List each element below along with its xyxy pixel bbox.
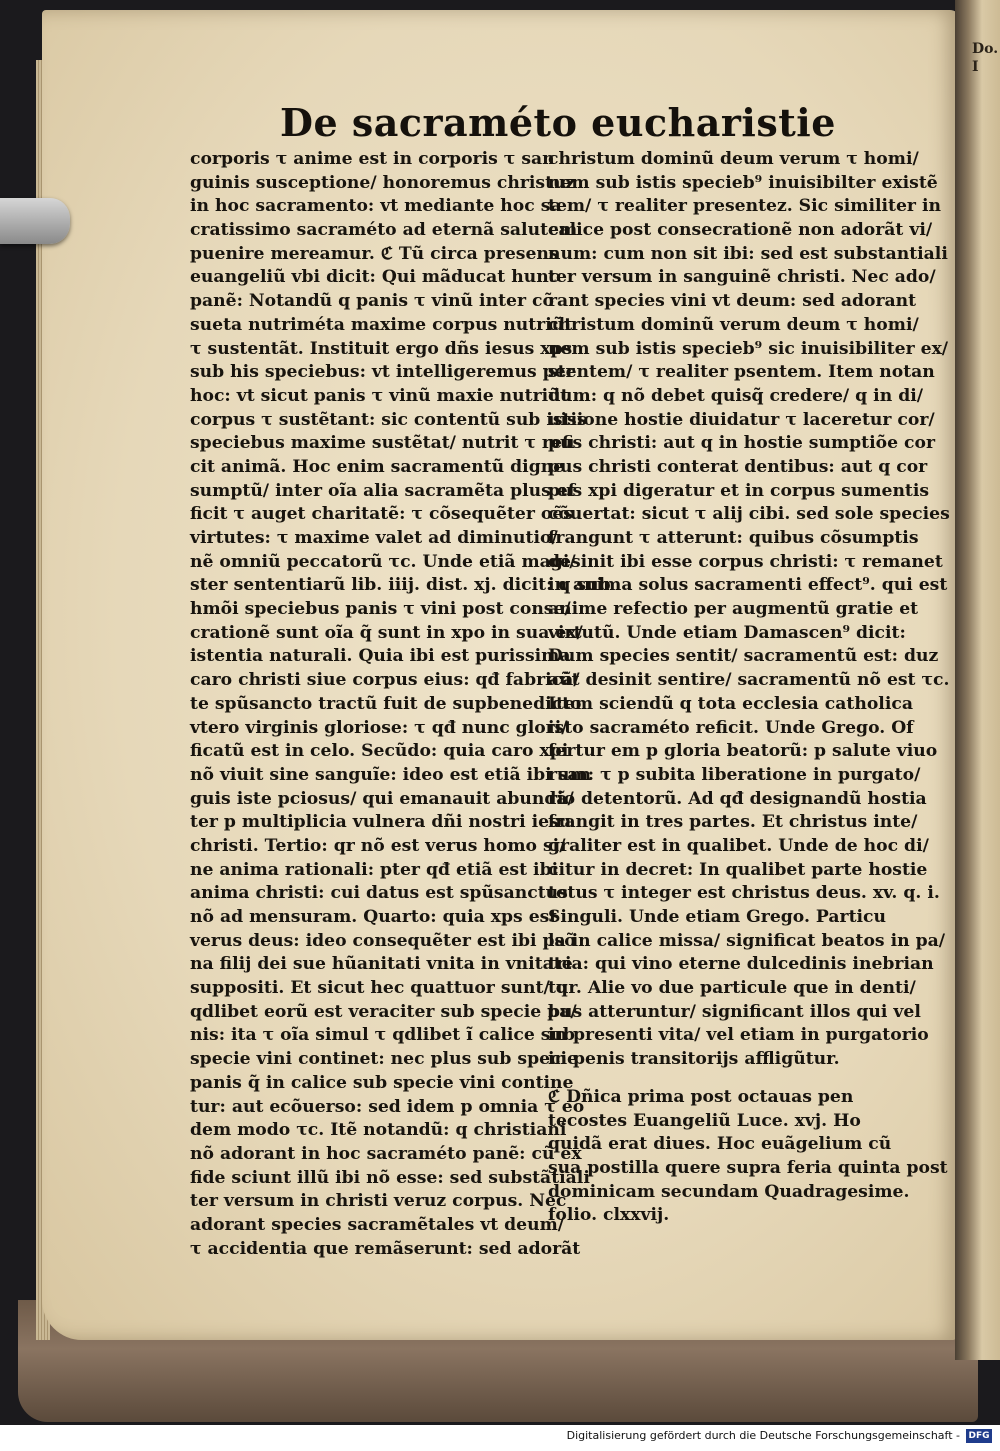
text-line: christum dominũ verum deum τ homi/ bbox=[548, 314, 919, 335]
text-line: rum: τ p subita liberatione in purgato/ bbox=[548, 764, 921, 785]
text-line: nem sub istis specieb⁹ inuisibilter existẽ bbox=[548, 172, 938, 193]
text-line: speciebus maxime sustẽtat/ nutrit τ refi bbox=[190, 433, 575, 454]
text-line: nẽ omniũ peccatorũ τc. Unde etiã magi/ bbox=[190, 551, 576, 572]
paragraph-gap bbox=[548, 1072, 913, 1086]
text-line: stentem/ τ realiter psentem. Item notan bbox=[548, 362, 935, 383]
text-line: ficit τ auget charitatẽ: τ cõsequẽter oẽs bbox=[190, 504, 573, 525]
text-line: ne anima rationali: pter qđ etiã est ibi bbox=[190, 859, 559, 880]
text-line: hoc: vt sicut panis τ vinũ maxie nutriũt bbox=[190, 385, 569, 406]
dfg-logo-icon: DFG bbox=[966, 1429, 992, 1443]
text-line: vtero virginis gloriose: τ qđ nunc glori/ bbox=[190, 717, 568, 738]
text-line: ter p multiplicia vulnera dñi nostri iesu bbox=[190, 812, 572, 833]
text-line: euangeliũ vbi dicit: Qui mãducat hunc bbox=[190, 267, 560, 288]
text-line: istentia naturali. Quia ibi est purissima bbox=[190, 646, 571, 667]
text-line: τ accidentia que remãserunt: sed adorãt bbox=[190, 1238, 581, 1259]
text-line: pus xpi digeratur et in corpus sumentis bbox=[548, 480, 930, 501]
text-line: in presenti vita/ vel etiam in purgatorio bbox=[548, 1025, 929, 1046]
text-line: panis q̃ in calice sub specie vini contine bbox=[190, 1072, 574, 1093]
text-line: ficatũ est in celo. Secũdo: quia caro xpi bbox=[190, 741, 569, 762]
text-line: bus atteruntur/ significant illos qui vel bbox=[548, 1001, 921, 1022]
text-line: Singuli. Unde etiam Grego. Particu bbox=[548, 907, 887, 927]
text-line: calice post consecrationẽ non adorãt vi/ bbox=[548, 220, 933, 241]
text-line: sueta nutriméta maxime corpus nutriũt bbox=[190, 314, 573, 335]
text-line: nõ adorant in hoc sacraméto panẽ: cũ ex bbox=[190, 1143, 582, 1164]
text-line: te spũsancto tractũ fuit de supbenedicto bbox=[190, 693, 582, 714]
text-column-right bbox=[548, 148, 950, 1228]
text-line: specie vini continet: nec plus sub specie bbox=[190, 1049, 578, 1070]
text-line: fide sciunt illũ ibi nõ esse: sed substãtiali bbox=[190, 1167, 590, 1188]
text-line: virtutes: τ maxime valet ad diminutio/ bbox=[190, 528, 558, 548]
text-line: tur. Alie vo due particule que in denti/ bbox=[548, 978, 916, 999]
text-line: anima christi: cui datus est spũsanctus bbox=[190, 883, 568, 904]
text-line: Item sciendũ q tota ecclesia catholica bbox=[548, 693, 913, 714]
text-line: quidã erat diues. Hoc euãgelium cũ bbox=[548, 1134, 892, 1155]
text-line: totus τ integer est christus deus. xv. q. i. bbox=[548, 883, 940, 904]
facing-page-fragment: Do. I bbox=[972, 41, 999, 75]
page-title: De sacraméto eucharistie bbox=[280, 100, 836, 145]
text-line: folio. clxxvij. bbox=[548, 1205, 670, 1226]
text-line: in penis transitorijs affligũtur. bbox=[548, 1049, 840, 1070]
text-line: nõ ad mensuram. Quarto: quia xps est bbox=[190, 907, 558, 927]
text-line: sub his speciebus: vt intelligeremus per bbox=[190, 362, 575, 383]
text-line: ster sententiarũ lib. iiij. dist. xj. dicit: q sub bbox=[190, 575, 611, 596]
text-line: frangit in tres partes. Et christus inte/ bbox=[548, 812, 918, 833]
text-line: nem sub istis specieb⁹ sic inuisibiliter ex/ bbox=[548, 338, 949, 359]
text-line: pus christi: aut q in hostie sumptiõe cor bbox=[548, 433, 935, 454]
text-line: pus christi conterat dentibus: aut q cor bbox=[548, 456, 928, 477]
text-line: graliter est in qualibet. Unde de hoc di/ bbox=[548, 835, 929, 856]
text-line: christi. Tertio: qr nõ est verus homo si/ bbox=[190, 835, 566, 856]
text-line: nis: ita τ oĩa simul τ qdlibet ĩ calice sub bbox=[190, 1025, 575, 1046]
text-line: dum: q nõ debet quisq̃ credere/ q in di/ bbox=[548, 385, 924, 406]
text-line: dominicam secundam Quadragesime. bbox=[548, 1181, 910, 1202]
text-line: verus deus: ideo consequẽter est ibi psõ bbox=[190, 930, 576, 951]
text-line: rant species vini vt deum: sed adorant bbox=[548, 291, 917, 312]
text-line: tria: qui vino eterne dulcedinis inebrian bbox=[548, 954, 934, 975]
text-line: fertur em p gloria beatorũ: p salute viuo bbox=[548, 741, 938, 762]
text-line: citur in decret: In qualibet parte hostie bbox=[548, 859, 928, 880]
text-line: sumptũ/ inter oĩa alia sacramẽta plus ef bbox=[190, 480, 576, 501]
text-line: puenire mereamur. ℭ Tũ circa presens bbox=[190, 243, 559, 264]
text-line: anime refectio per augmentũ gratie et bbox=[548, 599, 919, 620]
text-line: dem modo τc. Itẽ notandũ: q christiani bbox=[190, 1120, 567, 1141]
text-line: tem/ τ realiter presentez. Sic similiter in bbox=[548, 196, 941, 217]
text-line: Dum species sentit/ sacramentũ est: duz bbox=[548, 646, 939, 667]
footer-bar bbox=[0, 1425, 1000, 1451]
text-line: guis iste pciosus/ qui emanauit abundã/ bbox=[190, 788, 574, 809]
text-line: uisione hostie diuidatur τ laceretur cor/ bbox=[548, 409, 935, 430]
text-line: num: cum non sit ibi: sed est substantiali bbox=[548, 243, 948, 264]
text-line: guinis susceptione/ honoremus christuz bbox=[190, 172, 576, 193]
text-line: corpus τ sustẽtant: sic contentũ sub istis bbox=[190, 409, 587, 430]
text-line: cõuertat: sicut τ alij cibi. sed sole species bbox=[548, 504, 950, 525]
text-line: hmõi speciebus panis τ vini post conse/ bbox=[190, 599, 571, 620]
text-line: τ sustentãt. Instituit ergo dñs iesus xps bbox=[190, 338, 573, 359]
text-line: cit animã. Hoc enim sacramentũ digne bbox=[190, 456, 565, 477]
text-line: tecostes Euangeliũ Luce. xvj. Ho bbox=[548, 1110, 861, 1131]
bookmark-clip bbox=[0, 198, 70, 244]
text-line: christum dominũ deum verum τ homi/ bbox=[548, 149, 919, 169]
text-line: isto sacraméto reficit. Unde Grego. Of bbox=[548, 717, 914, 738]
text-line: crationẽ sunt oĩa q̃ sunt in xpo in sua ex/ bbox=[190, 622, 583, 643]
text-line: in hoc sacramento: vt mediante hoc sa bbox=[190, 196, 562, 217]
text-line: la in calice missa/ significat beatos in pa/ bbox=[548, 930, 946, 951]
text-line: virtutũ. Unde etiam Damascen⁹ dicit: bbox=[548, 622, 906, 643]
text-line: corporis τ anime est in corporis τ san bbox=[190, 149, 555, 169]
text-line: nõ viuit sine sanguĩe: ideo est etiã ibi san bbox=[190, 764, 592, 785]
text-line: aũt desinit sentire/ sacramentũ nõ est τc. bbox=[548, 670, 950, 691]
text-line: qdlibet eorũ est veraciter sub specie pa/ bbox=[190, 1001, 577, 1022]
text-line: sua postilla quere supra feria quinta post bbox=[548, 1157, 948, 1178]
text-line: frangunt τ atterunt: quibus cõsumptis bbox=[548, 528, 919, 548]
text-line: in anima solus sacramenti effect⁹. qui est bbox=[548, 575, 948, 596]
text-line: caro christi siue corpus eius: qđ fabricã/ bbox=[190, 670, 580, 691]
text-line: na filij dei sue hũanitati vnita in vnitate bbox=[190, 954, 573, 975]
text-line: desinit ibi esse corpus christi: τ remanet bbox=[548, 551, 943, 572]
text-line: adorant species sacramẽtales vt deum/ bbox=[190, 1214, 565, 1235]
text-line: rio detentorũ. Ad qđ designandũ hostia bbox=[548, 788, 927, 809]
text-line: cratissimo sacraméto ad eternã salutem bbox=[190, 220, 578, 241]
text-line: panẽ: Notandũ q panis τ vinũ inter cõ bbox=[190, 291, 554, 312]
text-line: ter versum in sanguinẽ christi. Nec ado/ bbox=[548, 267, 936, 288]
text-line: tur: aut ecõuerso: sed idem p omnia τ eo bbox=[190, 1096, 585, 1117]
text-line: suppositi. Et sicut hec quattuor sunt/ q bbox=[190, 978, 568, 999]
footer-credit: Digitalisierung gefördert durch die Deutsche Forschungsgemeinschaft - bbox=[566, 1429, 960, 1442]
text-line: ter versum in christi veruz corpus. Nec bbox=[190, 1191, 567, 1212]
text-line: ℭ Dñica prima post octauas pen bbox=[548, 1086, 854, 1107]
